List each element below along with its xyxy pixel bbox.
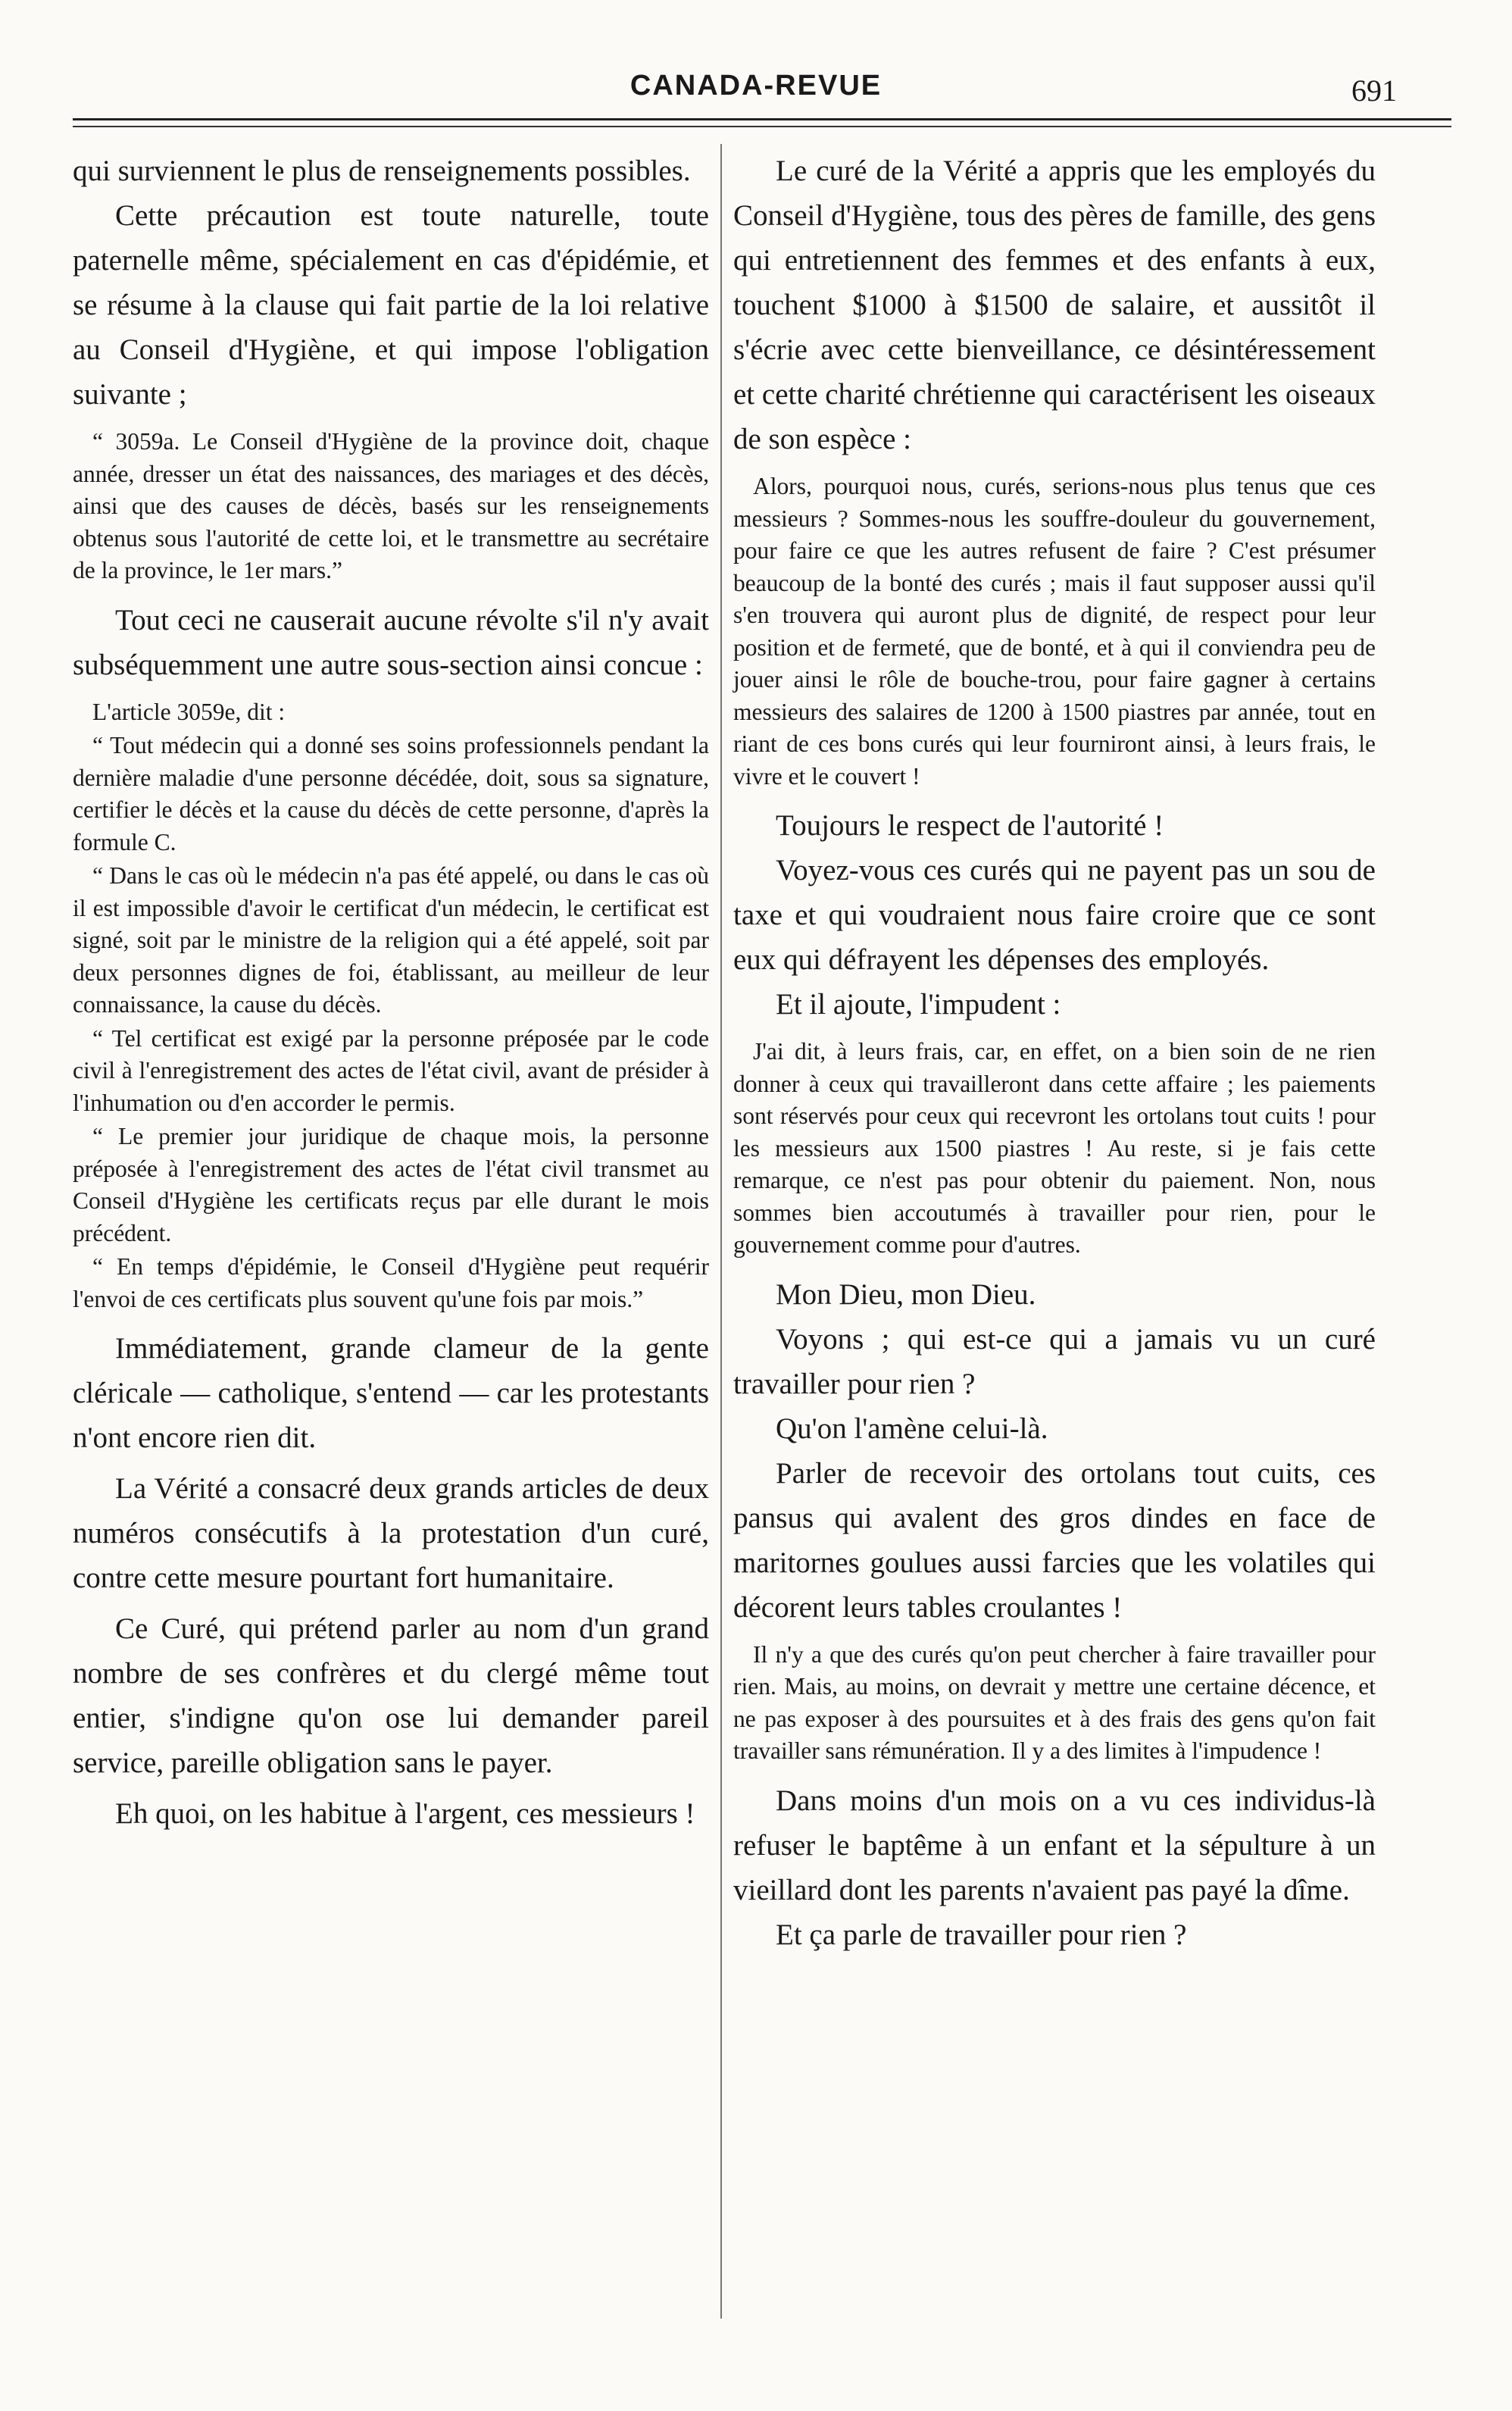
- quotation: [733, 1639, 1376, 1768]
- paragraph: Eh quoi, on les habitue à l'argent, ces messieurs !: [115, 1797, 695, 1830]
- quotation: [73, 426, 709, 587]
- header-rule-thin: [73, 126, 1451, 127]
- paragraph: Et ça parle de travailler pour rien ?: [776, 1918, 1187, 1951]
- column-divider: [720, 144, 722, 2319]
- paragraph: Ce Curé, qui prétend parler au nom d'un grand nombre de ses confrères et du clergé même tout entier, s'indigne qu'on ose lui demander pareil service, pareille obligation sans le payer.: [73, 1612, 709, 1779]
- header-rule: [73, 118, 1451, 120]
- quote-paragraph: “ En temps d'épidémie, le Conseil d'Hygiène peut requérir l'envoi de ces certificats plus souvent qu'une fois par mois.”: [73, 1253, 709, 1312]
- quote-paragraph: J'ai dit, à leurs frais, car, en effet, on a bien soin de ne rien donner à ceux qui travailleront dans cette affaire ; les paiements sont réservés pour ceux qui recevront les ortolans tout cuits ! pour les messieurs aux 1500 piastres ! Au reste, si je fais cette remarque, ce n'est pas pour obtenir du paiement. Non, nous sommes bien accoutumés à travailler pour rien, pour le gouvernement comme pour d'autres.: [733, 1038, 1376, 1258]
- quotation: [733, 1036, 1376, 1262]
- quote-paragraph: “ Le premier jour juridique de chaque mois, la personne préposée à l'enregistrement des actes de l'état civil transmet au Conseil d'Hygiène les certificats reçus par elle durant le mois précédent.: [73, 1123, 709, 1246]
- paragraph: La Vérité a consacré deux grands articles de deux numéros consécutifs à la protestation d'un curé, contre cette mesure pourtant fort humanitaire.: [73, 1472, 709, 1594]
- quote-paragraph: “ Tel certificat est exigé par la personne préposée par le code civil à l'enregistrement des actes de l'état civil, avant de présider à l'inhumation ou d'en accorder le permis.: [73, 1024, 709, 1116]
- paragraph: Cette précaution est toute naturelle, toute paternelle même, spécialement en cas d'épidémie, et se résume à la clause qui fait partie de la loi relative au Conseil d'Hygiène, et qui impose l'obligation suivante ;: [73, 199, 709, 411]
- page-number: 691: [1351, 73, 1397, 108]
- paragraph: Voyons ; qui est-ce qui a jamais vu un curé travailler pour rien ?: [733, 1322, 1376, 1400]
- paragraph: Et il ajoute, l'impudent :: [776, 988, 1061, 1021]
- quote-paragraph: “ Tout médecin qui a donné ses soins professionnels pendant la dernière maladie d'une personne décédée, doit, sous sa signature, certifier le décès et la cause du décès de cette personne, d'après la formule C.: [73, 732, 709, 855]
- paragraph: Immédiatement, grande clameur de la gente cléricale — catholique, s'entend — car les protestants n'ont encore rien dit.: [73, 1332, 709, 1454]
- paragraph: qui surviennent le plus de renseignements possibles.: [73, 155, 691, 187]
- running-title: CANADA-REVUE: [629, 70, 883, 102]
- quotation: [733, 471, 1376, 793]
- paragraph: Toujours le respect de l'autorité !: [776, 809, 1164, 842]
- paragraph: Tout ceci ne causerait aucune révolte s'il n'y avait subséquemment une autre sous-section ainsi concue :: [73, 603, 709, 681]
- quotation: [73, 696, 709, 1316]
- paragraph: Le curé de la Vérité a appris que les employés du Conseil d'Hygiène, tous des pères de famille, des gens qui entretiennent des femmes et des enfants à eux, touchent $1000 à $1500 de salaire, et aussitôt il s'écrie avec cette bienveillance, ce désintéressement et cette charité chrétienne qui caractérisent les oiseaux de son espèce :: [733, 155, 1376, 455]
- quote-paragraph: Alors, pourquoi nous, curés, serions-nous plus tenus que ces messieurs ? Sommes-nous les souffre-douleur du gouvernement, pour faire ce que les autres refusent de faire ? C'est présumer beaucoup de la bonté des curés ; mais il faut supposer aussi qu'il s'en trouvera qui auront plus de dignité, de respect pour leur position et de fermeté, que de bonté, et à qui il conviendra peu de jouer ainsi le rôle de bouche-trou, pour faire gagner à certains messieurs des salaires de 1200 à 1500 piastres par année, tout en riant de ces bons curés qui leur fourniront ainsi, à leurs frais, le vivre et le couvert !: [733, 473, 1376, 790]
- paragraph: Dans moins d'un mois on a vu ces individus-là refuser le baptême à un enfant et la sépulture à un vieillard dont les parents n'avaient pas payé la dîme.: [733, 1784, 1376, 1906]
- paragraph: Qu'on l'amène celui-là.: [776, 1412, 1048, 1445]
- quote-paragraph: “ 3059a. Le Conseil d'Hygiène de la province doit, chaque année, dresser un état des naissances, des mariages et des décès, ainsi que des causes de décès, basés sur les renseignements obtenus sous l'autorité de cette loi, et le transmettre au secrétaire de la province, le 1er mars.”: [73, 428, 709, 583]
- left-column: [73, 149, 709, 1836]
- paragraph: Mon Dieu, mon Dieu.: [776, 1277, 1036, 1311]
- quote-intro: L'article 3059e, dit :: [92, 698, 286, 725]
- quote-paragraph: “ Dans le cas où le médecin n'a pas été appelé, ou dans le cas où il est impossible d'avoir le certificat d'un médecin, le certificat est signé, soit par le ministre de la religion qui a été appelé, soit par deux personnes dignes de foi, établissant, au meilleur de leur connaissance, la cause du décès.: [73, 862, 709, 1018]
- right-column: [733, 149, 1376, 1957]
- paragraph: Parler de recevoir des ortolans tout cuits, ces pansus qui avalent des gros dindes en face de maritornes goulues aussi farcies que les volatiles qui décorent leurs tables croulantes !: [733, 1456, 1376, 1624]
- paragraph: Voyez-vous ces curés qui ne payent pas un sou de taxe et qui voudraient nous faire croire que ce sont eux qui défrayent les dépenses des employés.: [733, 854, 1376, 976]
- quote-paragraph: Il n'y a que des curés qu'on peut chercher à faire travailler pour rien. Mais, au moins, on devrait y mettre une certaine décence, et ne pas exposer à des poursuites et à des frais des gens qu'on fait travailler sans rémunération. Il y a des limites à l'impudence !: [733, 1640, 1376, 1764]
